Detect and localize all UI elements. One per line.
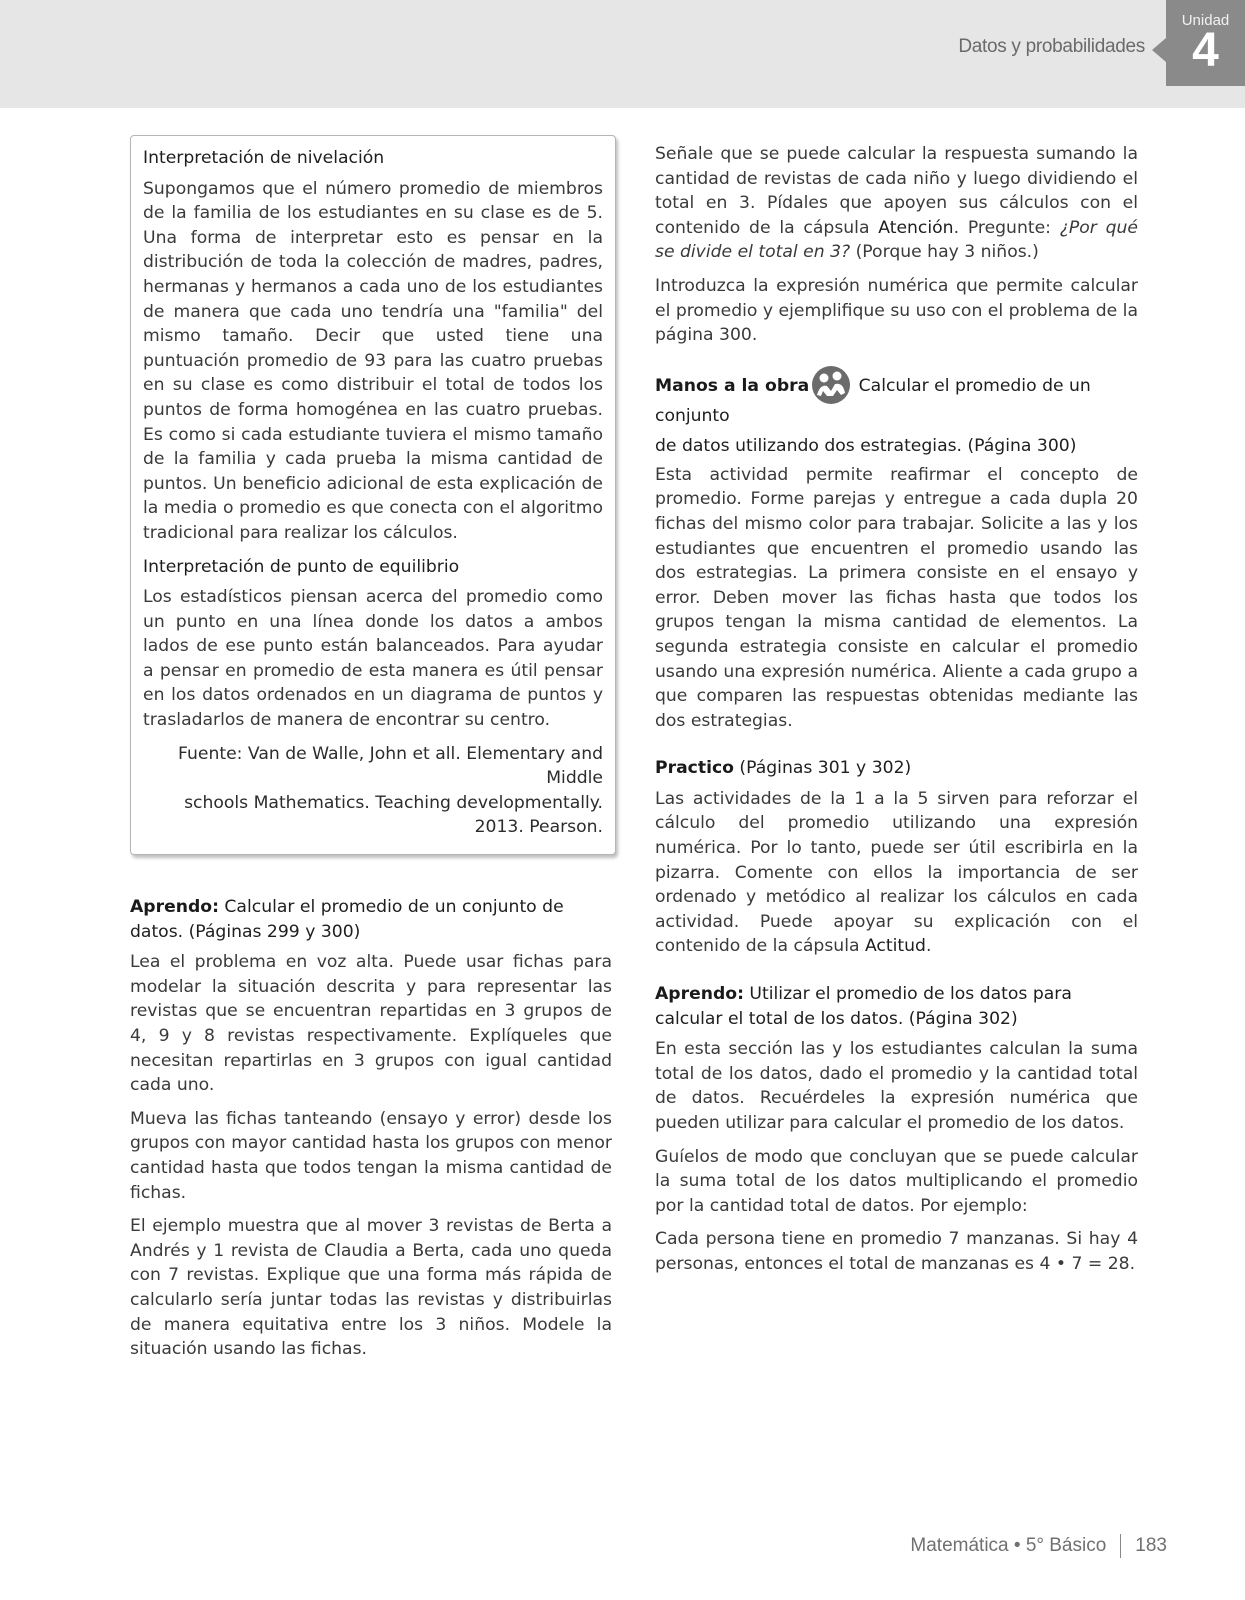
- manos-paragraph: Esta actividad permite reafirmar el concepto de promedio. Forme parejas y entregue a cada dupla 20 fichas del mismo color para trabajar. Solicite a las y los estudiantes que encuentren el promedio usando las dos estrategias. La primera consiste en el ensayo y error. Deben mover las fichas hasta que todos los grupos tengan la misma cantidad de elementos. La segunda estrategia consiste en calcular el promedio usando una expresión numérica. Aliente a cada grupo a que comparen las respuestas obtenidas mediante las dos estrategias.: [655, 464, 1138, 731]
- hands-on-icon: [811, 365, 851, 405]
- manos-text-a: Calcular el promedio de un conjunto: [655, 375, 1091, 426]
- page-footer: [910, 1534, 1167, 1558]
- interpretation-box: [130, 135, 616, 855]
- practico-heading: [655, 756, 1138, 781]
- footer-separator: [1120, 1534, 1121, 1558]
- aprendo-text: Calcular el promedio de un conjunto de datos. (Páginas 299 y 300): [130, 897, 564, 942]
- source-citation: [143, 742, 603, 840]
- book-title: Matemática • 5° Básico: [910, 1535, 1107, 1557]
- aprendo-label: Aprendo:: [130, 897, 219, 918]
- practico-label: Practico: [655, 758, 734, 779]
- right-column: [655, 142, 1138, 1286]
- practico-text-b: .: [925, 936, 932, 957]
- p1-text-b: . Pregunte:: [953, 217, 1060, 238]
- unit-badge: [1166, 0, 1245, 86]
- right-paragraph-2: Introduzca la expresión numérica que permite calcular el promedio y ejemplifique su uso con el problema de la página 300.: [655, 275, 1138, 346]
- source-line-3: 2013. Pearson.: [474, 817, 603, 838]
- left-paragraph-3: El ejemplo muestra que al mover 3 revistas de Berta a Andrés y 1 revista de Claudia a Berta, cada uno queda con 7 revistas. Explique que una forma más rápida de calcularlo sería juntar todas las revistas y distribuirlas de manera equitativa entre los 3 niños. Modele la situación usando las fichas.: [130, 1216, 612, 1360]
- aprendo2-heading: [655, 982, 1138, 1031]
- p1-text-c: (Porque hay 3 niños.): [850, 242, 1039, 263]
- box-heading-leveling: Interpretación de nivelación: [143, 148, 385, 168]
- left-paragraph-2: Mueva las fichas tanteando (ensayo y error) desde los grupos con mayor cantidad hasta los grupos con menor cantidad hasta que todos tengan la misma cantidad de fichas.: [130, 1108, 612, 1203]
- practico-text-a: Las actividades de la 1 a la 5 sirven para reforzar el cálculo del promedio utilizando una expresión numérica. Por lo tanto, puede ser útil escribirla en la pizarra. Comente con ellos la importancia de ser ordenado y metódico al realizar los cálculos en cada actividad. Puede apoyar su explicación con el contenido de la cápsula: [655, 788, 1138, 957]
- left-paragraph-1: Lea el problema en voz alta. Puede usar fichas para modelar la situación descrita y para representar las revistas que se encuentran repartidas en 3 grupos de 4, 9 y 8 revistas respectivamente. Explíqueles que necesitan repartirlas en 3 grupos con igual cantidad cada uno.: [130, 952, 612, 1096]
- practico-paragraph: [655, 787, 1138, 959]
- aprendo2-text: Utilizar el promedio de los datos para calcular el total de los datos. (Página 302): [655, 984, 1072, 1029]
- page-number: 183: [1135, 1535, 1167, 1557]
- right-paragraph-b: Guíelos de modo que concluyan que se puede calcular la suma total de los datos multiplicando el promedio por la cantidad total de datos. Por ejemplo:: [655, 1146, 1138, 1216]
- atencion-capsule-ref: Atención: [878, 217, 954, 238]
- unit-label: Unidad: [1181, 12, 1230, 29]
- right-paragraph-a: En esta sección las y los estudiantes calculan la suma total de los datos, dado el promedio y la cantidad total de datos. Recuérdeles la expresión numérica que pueden utilizar para calcular el promedio de los datos.: [655, 1039, 1138, 1133]
- manos-text-b: de datos utilizando dos estrategias. (Página 300): [655, 435, 1077, 456]
- source-line-2: schools Mathematics. Teaching developmentally.: [184, 792, 603, 813]
- section-title: Datos y probabilidades: [958, 36, 1145, 57]
- box-heading-balance: Interpretación de punto de equilibrio: [143, 556, 460, 577]
- manos-heading: [655, 371, 1138, 461]
- manos-label: Manos a la obra: [655, 375, 810, 396]
- source-line-1: Fuente: Van de Walle, John et all. Elementary and Middle: [178, 743, 603, 789]
- unit-arrow-icon: [1152, 38, 1166, 62]
- aprendo2-label: Aprendo:: [655, 984, 744, 1005]
- practico-text: (Páginas 301 y 302): [733, 758, 912, 779]
- box-paragraph-leveling: Supongamos que el número promedio de miembros de la familia de los estudiantes en su clase es de 5. Una forma de interpretar esto es pensar en la distribución de toda la colección de madres, padres, hermanas y hermanos a cada uno de los estudiantes de manera que cada uno tendría una "familia" del mismo tamaño. Decir que usted tiene una puntuación promedio de 93 para las cuatro pruebas en su clase es como distribuir el total de todos los puntos de forma homogénea en las cuatro pruebas. Es como si cada estudiante tuviera el mismo tamaño de la familia y cada prueba la misma cantidad de puntos. Un beneficio adicional de esta explicación de la media o promedio es que conecta con el algoritmo tradicional para realizar los cálculos.: [143, 178, 603, 543]
- left-column: [130, 135, 612, 1371]
- right-paragraph-1: [655, 142, 1138, 265]
- actitud-capsule-ref: Actitud: [864, 936, 926, 957]
- unit-number: 4: [1192, 24, 1219, 77]
- question-text: ¿Por qué se divide el total en 3?: [655, 217, 1138, 263]
- right-paragraph-c: Cada persona tiene en promedio 7 manzanas. Si hay 4 personas, entonces el total de manzanas es 4 • 7 = 28.: [655, 1229, 1138, 1274]
- box-paragraph-balance: Los estadísticos piensan acerca del promedio como un punto en una línea donde los datos a ambos lados de ese punto están balanceados. Para ayudar a pensar en promedio de esta manera es útil pensar en los datos ordenados en un diagrama de puntos y trasladarlos de manera de encontrar su centro.: [143, 587, 603, 731]
- p1-text-a: Señale que se puede calcular la respuesta sumando la cantidad de revistas de cada niño y luego dividiendo el total en 3. Pídales que apoyen sus cálculos con el contenido de la cápsula: [655, 144, 1138, 238]
- aprendo-heading: [130, 895, 612, 944]
